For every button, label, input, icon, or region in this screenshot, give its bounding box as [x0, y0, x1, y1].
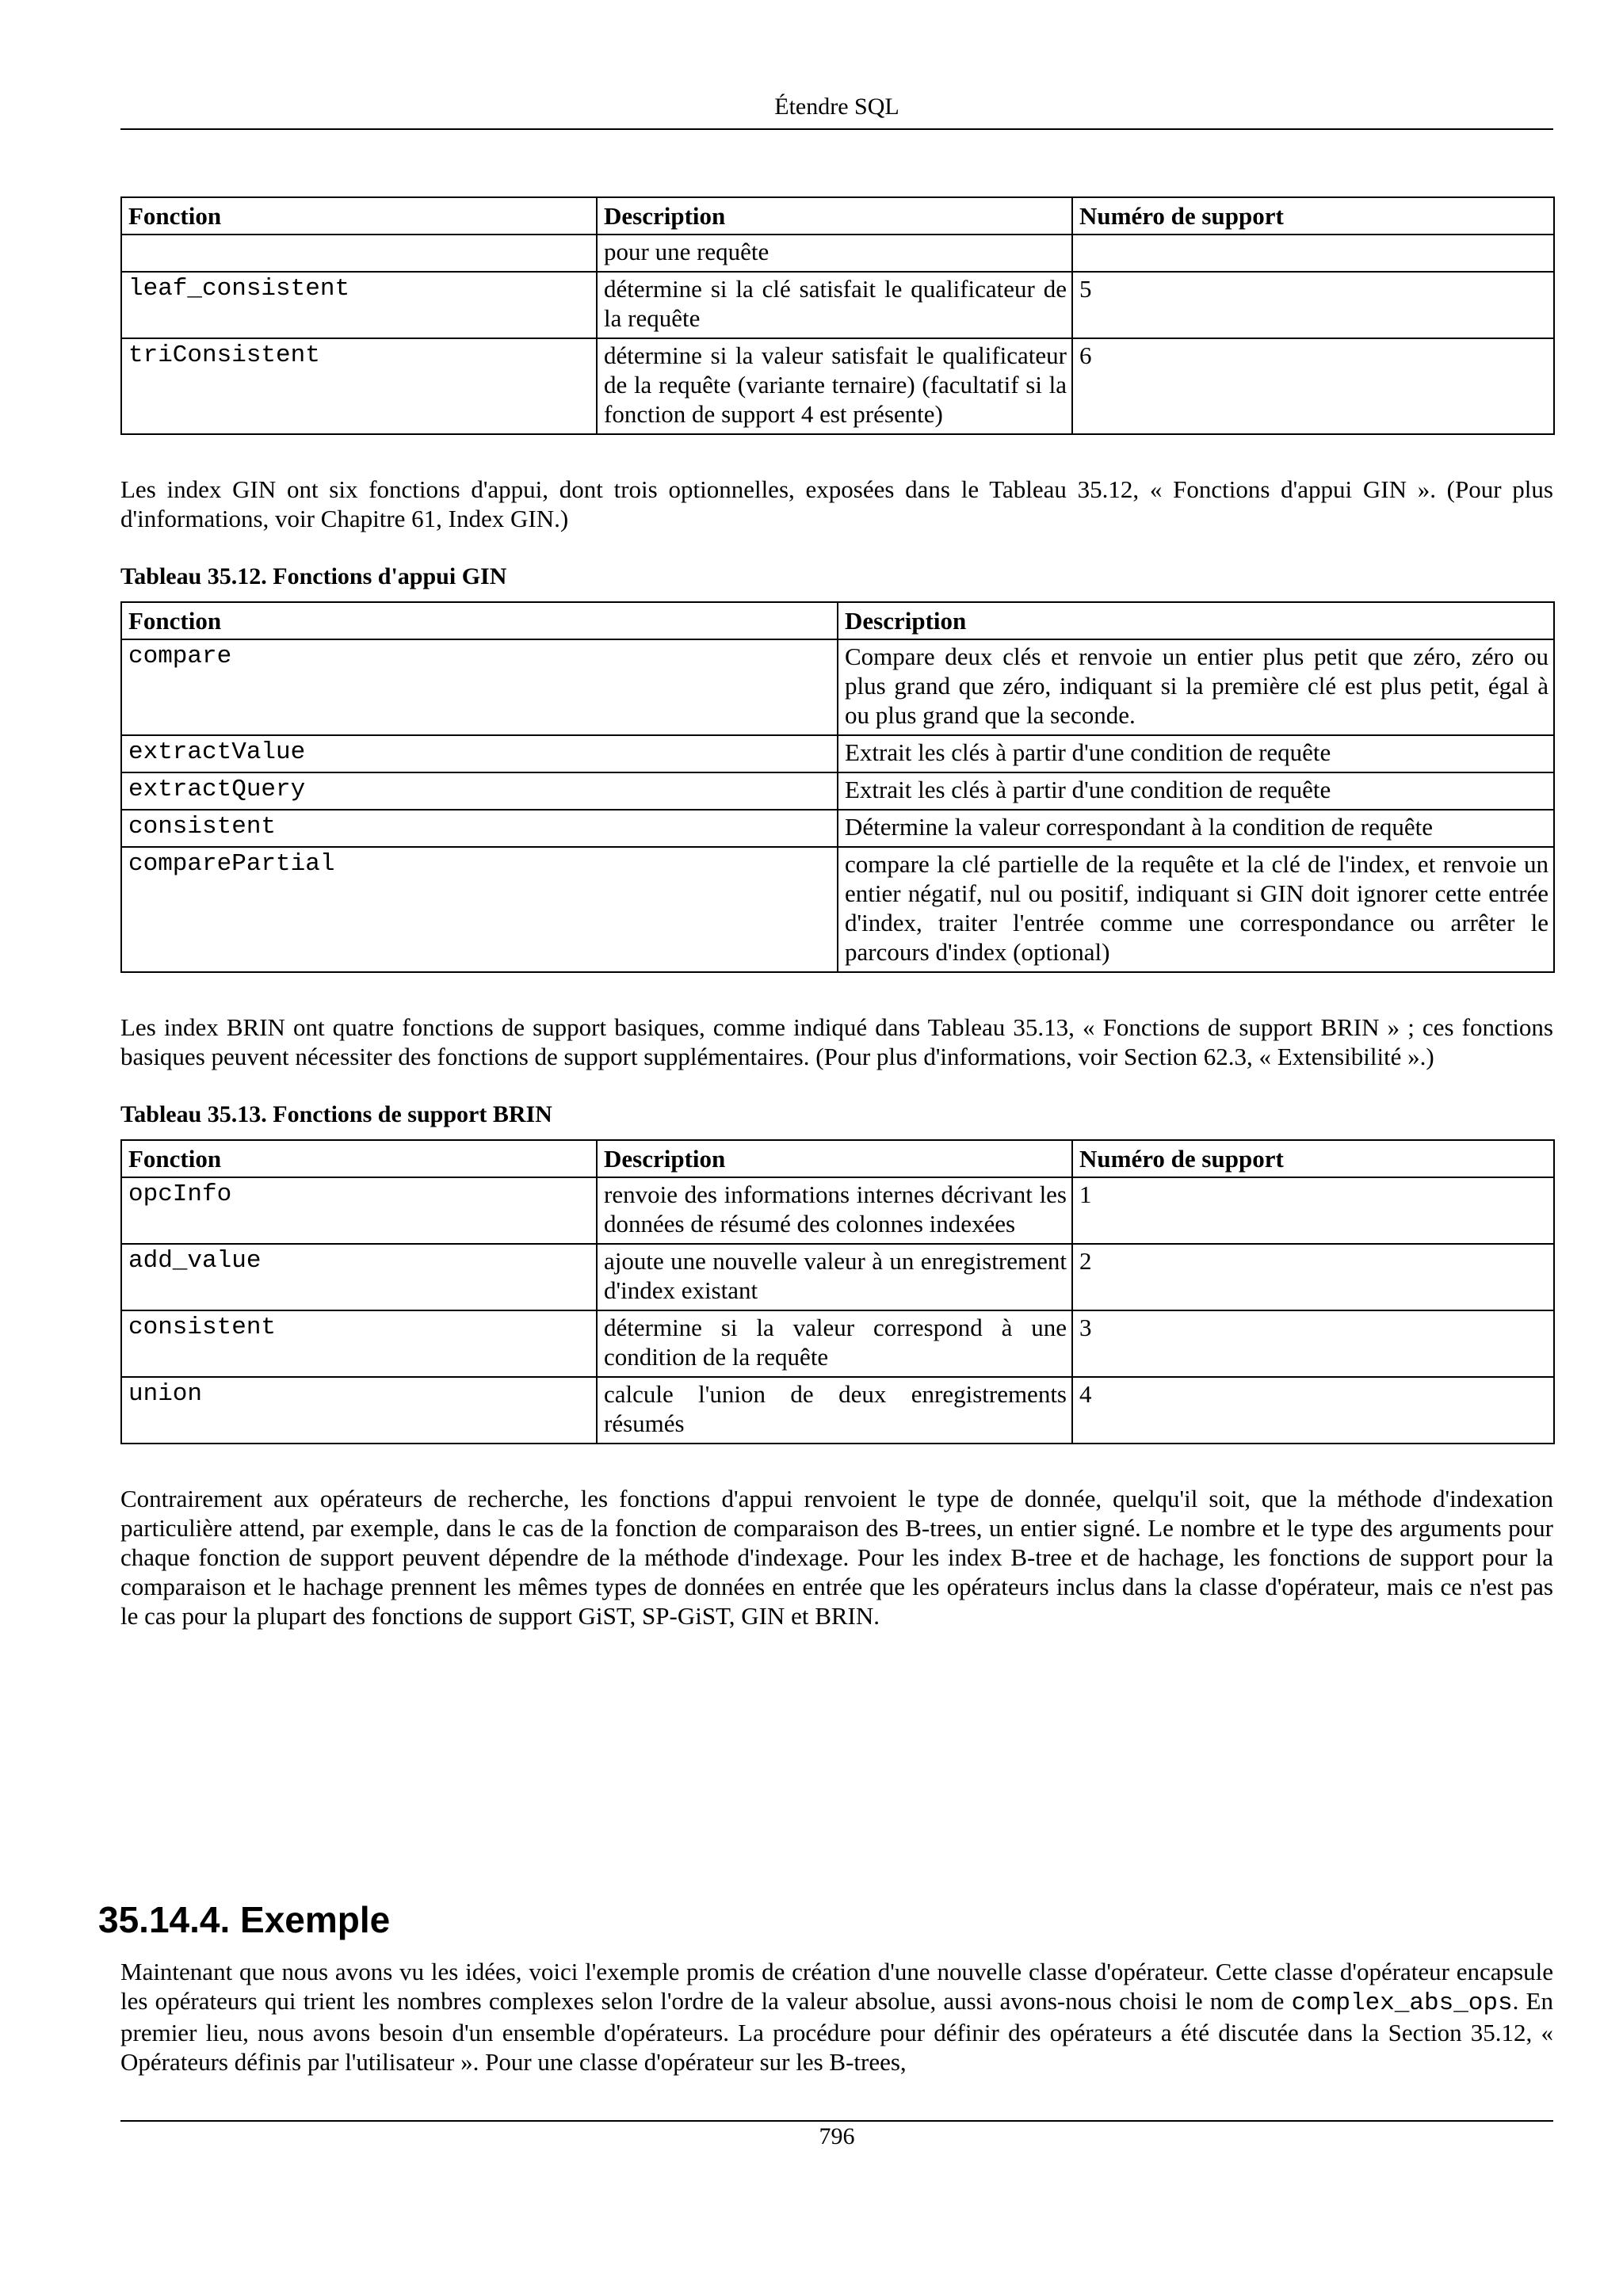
col-header-numero: Numéro de support	[1072, 1140, 1554, 1177]
paragraph-gin: Les index GIN ont six fonctions d'appui, dont trois optionnelles, exposées dans le Tableau 35.12, « Fonctions d'appui GIN ». (Pour plus d'informations, voir Chapitre 61, Index GIN.)	[120, 475, 1553, 532]
table-caption-gin: Tableau 35.12. Fonctions d'appui GIN	[120, 563, 507, 589]
function-description: détermine si la valeur satisfait le qualificateur de la requête (variante ternaire) (facultatif si la fonction de support 4 est présente)	[597, 338, 1072, 434]
table-header-row	[121, 197, 1554, 235]
function-description: détermine si la valeur correspond à une condition de la requête	[597, 1310, 1072, 1377]
table-row	[121, 1177, 1554, 1244]
function-name: leaf_consistent	[121, 272, 597, 338]
support-number: 4	[1072, 1377, 1554, 1444]
header-rule	[120, 128, 1553, 130]
function-name: comparePartial	[121, 847, 838, 972]
table-row	[121, 1310, 1554, 1377]
function-description: détermine si la clé satisfait le qualificateur de la requête	[597, 272, 1072, 338]
table-header-row	[121, 1140, 1554, 1177]
support-number: 6	[1072, 338, 1554, 434]
section-heading: 35.14.4. Exemple	[98, 1899, 391, 1940]
support-number	[1072, 235, 1554, 272]
function-description: renvoie des informations internes décrivant les données de résumé des colonnes indexées	[597, 1177, 1072, 1244]
function-description: pour une requête	[597, 235, 1072, 272]
paragraph-example	[120, 1957, 1553, 2077]
function-name: compare	[121, 639, 838, 735]
table-row	[121, 338, 1554, 434]
table-row	[121, 272, 1554, 338]
page-content	[120, 196, 1553, 1630]
table-continued	[120, 196, 1555, 435]
support-number: 3	[1072, 1310, 1554, 1377]
support-number: 5	[1072, 272, 1554, 338]
table-brin	[120, 1139, 1555, 1444]
inline-code: complex_abs_ops	[1291, 1989, 1513, 2017]
function-description: compare la clé partielle de la requête et la clé de l'index, et renvoie un entier négatif, nul ou positif, indiquant si GIN doit ignorer cette entrée d'index, traiter l'entrée comme une correspondance ou arrêter le parcours d'index (optional)	[838, 847, 1554, 972]
col-header-description: Description	[597, 1140, 1072, 1177]
support-number: 1	[1072, 1177, 1554, 1244]
paragraph-brin: Les index BRIN ont quatre fonctions de support basiques, comme indiqué dans Tableau 35.13, « Fonctions de support BRIN » ; ces fonctions basiques peuvent nécessiter des fonctions de support supplémentaires. (Pour plus d'informations, voir Section 62.3, « Extensibilité ».)	[120, 1013, 1553, 1070]
function-name	[121, 235, 597, 272]
function-description: calcule l'union de deux enregistrements résumés	[597, 1377, 1072, 1444]
page-number: 796	[819, 2123, 855, 2149]
footer-rule	[120, 2120, 1553, 2122]
col-header-description: Description	[597, 197, 1072, 235]
table-caption-brin: Tableau 35.13. Fonctions de support BRIN	[120, 1101, 552, 1127]
table-gin	[120, 601, 1555, 973]
table-row	[121, 1244, 1554, 1310]
function-name: extractQuery	[121, 772, 838, 810]
function-name: consistent	[121, 1310, 597, 1377]
table-row	[121, 772, 1554, 810]
table-row	[121, 639, 1554, 735]
function-name: add_value	[121, 1244, 597, 1310]
function-name: extractValue	[121, 735, 838, 772]
table-header-row	[121, 602, 1554, 639]
function-description: Extrait les clés à partir d'une condition de requête	[838, 772, 1554, 810]
function-description: Détermine la valeur correspondant à la condition de requête	[838, 810, 1554, 847]
support-number: 2	[1072, 1244, 1554, 1310]
col-header-description: Description	[838, 602, 1554, 639]
col-header-fonction: Fonction	[121, 197, 597, 235]
table-row	[121, 235, 1554, 272]
table-row	[121, 847, 1554, 972]
table-row	[121, 735, 1554, 772]
table-row	[121, 1377, 1554, 1444]
paragraph-text: . En premier lieu, nous avons besoin d'un ensemble d'opérateurs. La procédure pour définir des opérateurs a été discutée dans la Section 35.12, « Opérateurs définis par l'utilisateur ». Pour une classe d'opérateur sur les B-trees,	[120, 1987, 1553, 2076]
col-header-fonction: Fonction	[121, 602, 838, 639]
table-row	[121, 810, 1554, 847]
function-name: triConsistent	[121, 338, 597, 434]
paragraph-text: Maintenant que nous avons vu les idées, voici l'exemple promis de création d'une nouvelle classe d'opérateur. Cette classe d'opérateur encapsule les opérateurs qui trient les nombres complexes selon l'ordre de la valeur absolue, aussi avons-nous choisi le nom de	[120, 1958, 1553, 2015]
function-name: consistent	[121, 810, 838, 847]
col-header-fonction: Fonction	[121, 1140, 597, 1177]
function-name: union	[121, 1377, 597, 1444]
function-description: ajoute une nouvelle valeur à un enregistrement d'index existant	[597, 1244, 1072, 1310]
function-name: opcInfo	[121, 1177, 597, 1244]
function-description: Extrait les clés à partir d'une condition de requête	[838, 735, 1554, 772]
running-header: Étendre SQL	[774, 93, 899, 120]
paragraph-types: Contrairement aux opérateurs de recherche, les fonctions d'appui renvoient le type de donnée, quelqu'il soit, que la méthode d'indexation particulière attend, par exemple, dans le cas de la fonction de comparaison des B-trees, un entier signé. Le nombre et le type des arguments pour chaque fonction de support peuvent dépendre de la méthode d'indexage. Pour les index B-tree et de hachage, les fonctions de support pour la comparaison et le hachage prennent les mêmes types de données en entrée que les opérateurs inclus dans la classe d'opérateur, mais ce n'est pas le cas pour la plupart des fonctions de support GiST, SP-GiST, GIN et BRIN.	[120, 1485, 1553, 1630]
col-header-numero: Numéro de support	[1072, 197, 1554, 235]
function-description: Compare deux clés et renvoie un entier plus petit que zéro, zéro ou plus grand que zéro, indiquant si la première clé est plus petit, égal à ou plus grand que la seconde.	[838, 639, 1554, 735]
